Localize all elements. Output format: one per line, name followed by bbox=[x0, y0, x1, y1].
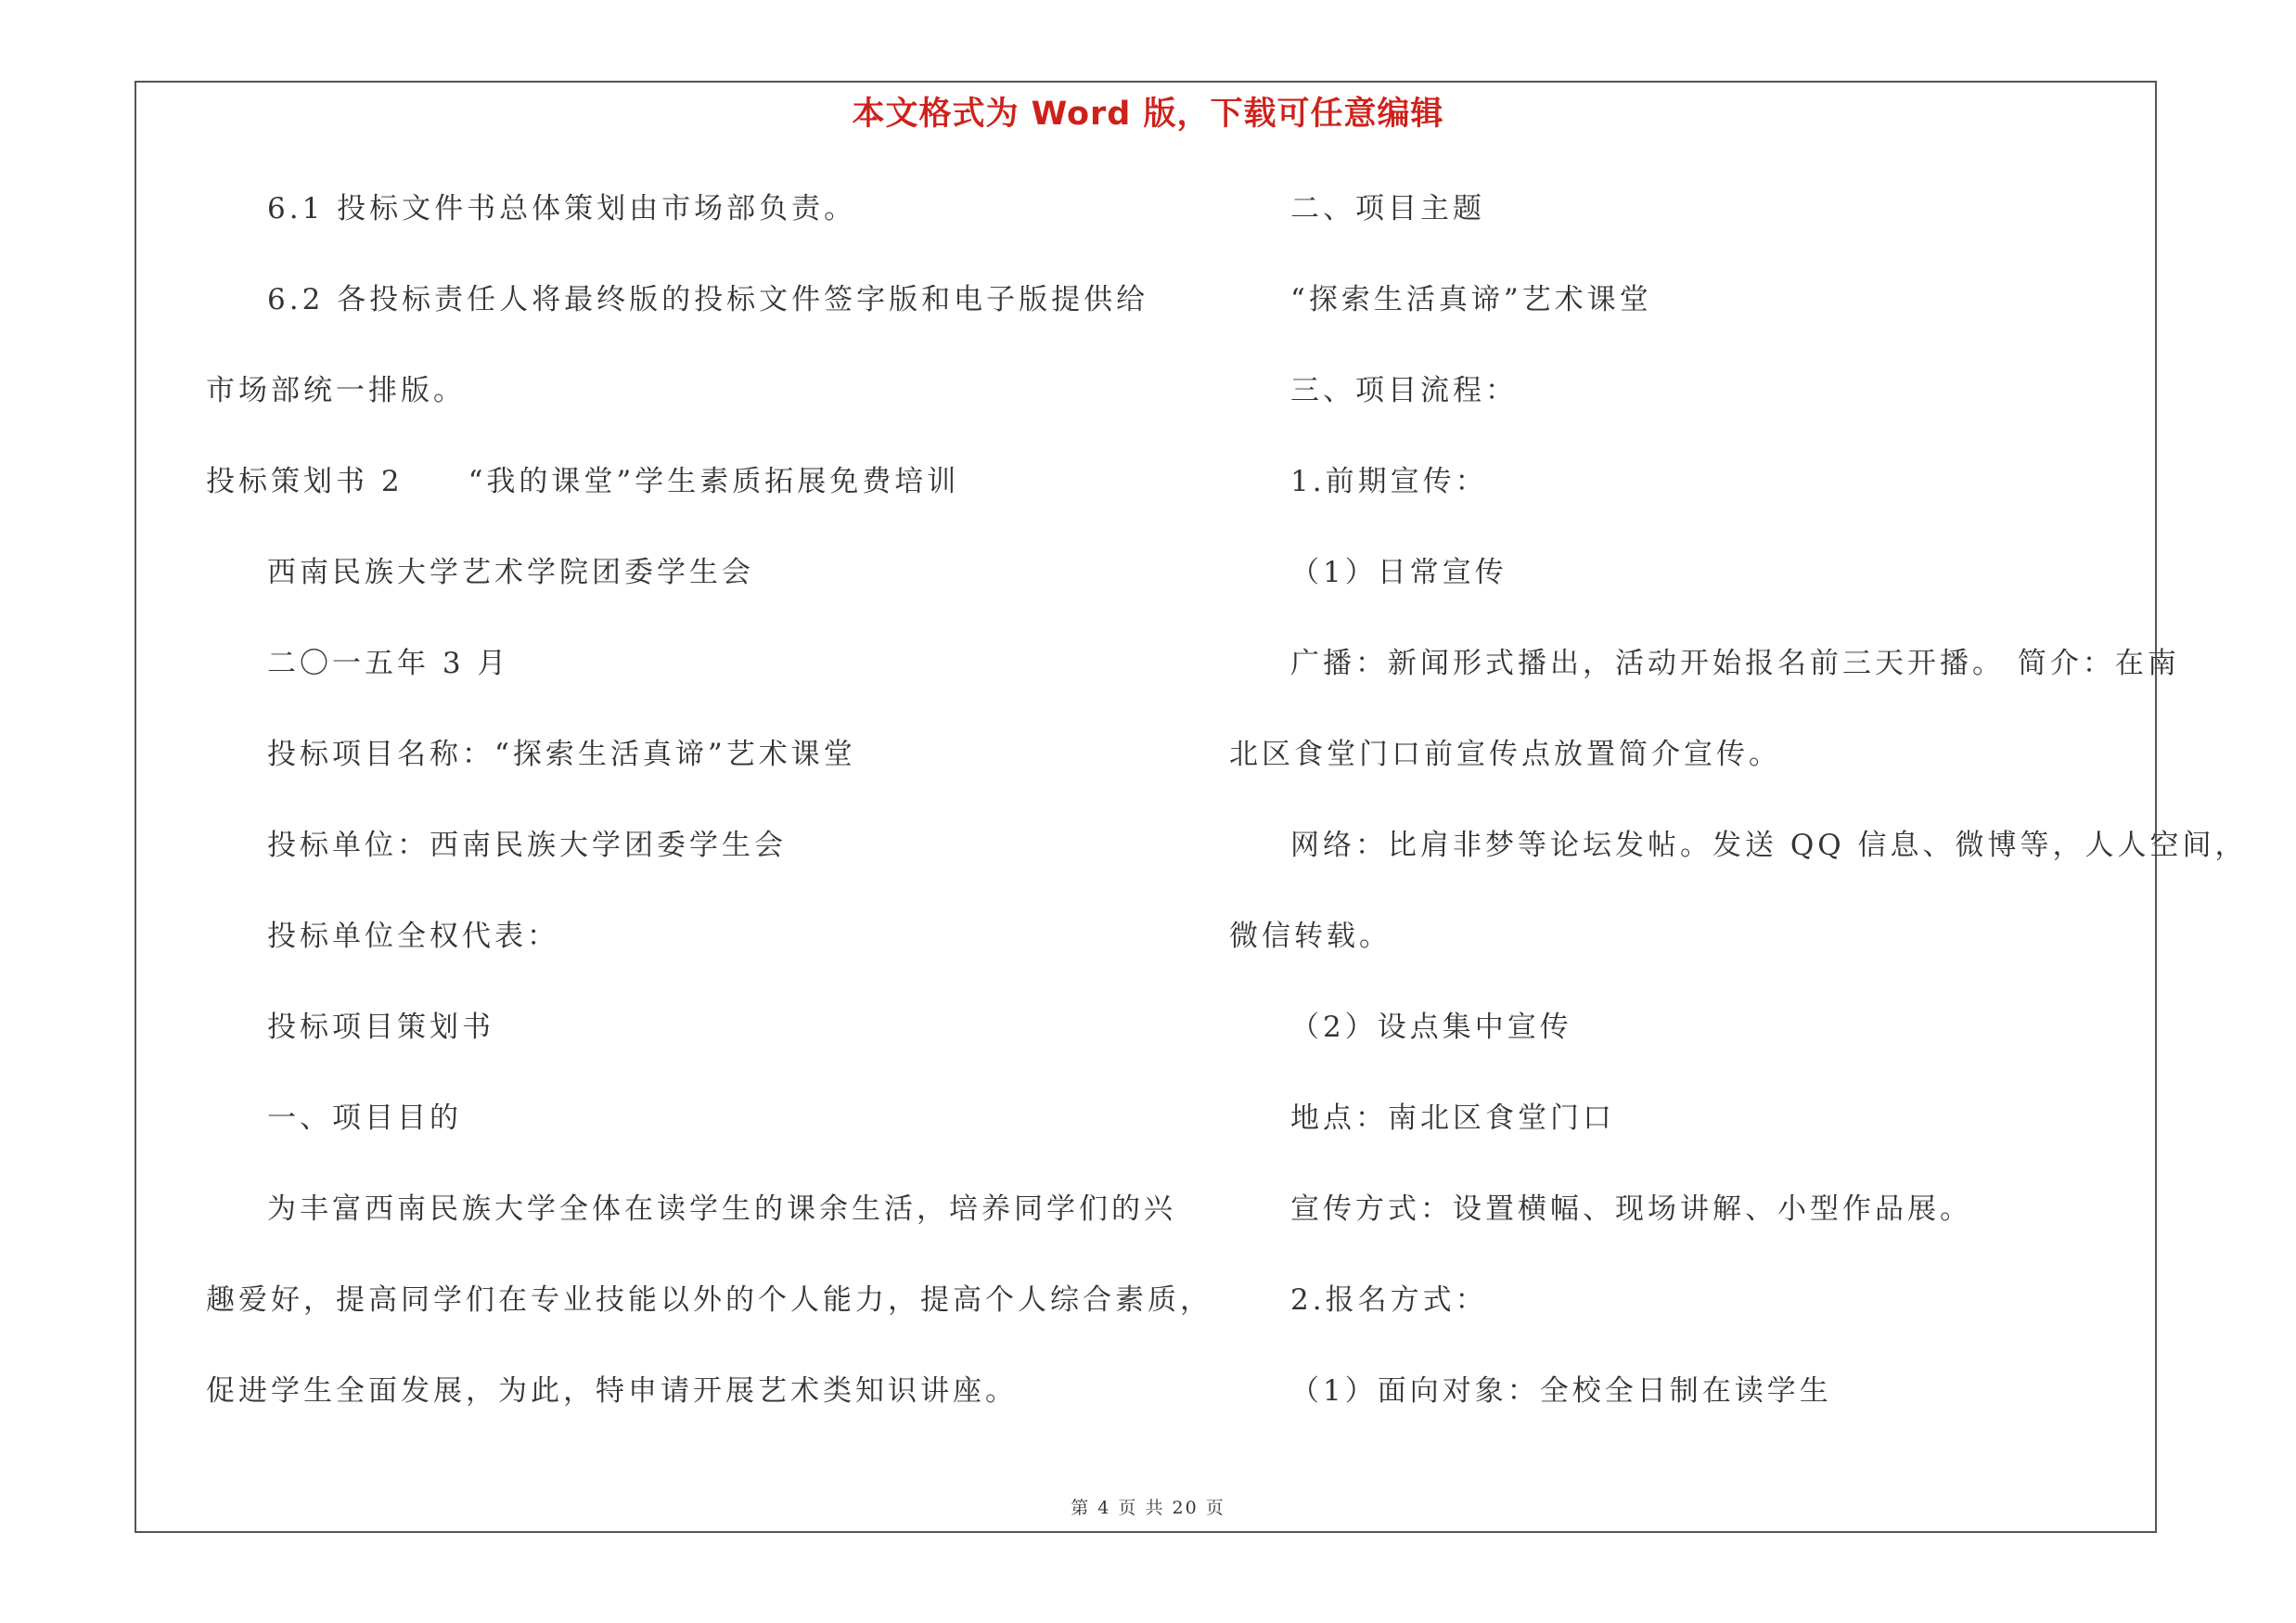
paragraph-line: 为丰富西南民族大学全体在读学生的课余生活，培养同学们的兴 bbox=[267, 1192, 1176, 1226]
paragraph-line: 一、项目目的 bbox=[267, 1101, 462, 1135]
page-number-footer: 第 4 页 共 20 页 bbox=[1071, 1498, 1225, 1518]
paragraph-line: 市场部统一排版。 bbox=[206, 374, 466, 407]
paragraph-line: 北区食堂门口前宣传点放置简介宣传。 bbox=[1229, 738, 1781, 771]
section-heading: 投标策划书 2 “我的课堂”学生素质拓展免费培训 bbox=[206, 465, 960, 498]
paragraph-line: 二〇一五年 3 月 bbox=[267, 647, 510, 680]
paragraph-line: 微信转载。 bbox=[1229, 920, 1392, 953]
paragraph-line: 投标项目名称：“探索生活真谛”艺术课堂 bbox=[267, 738, 856, 771]
paragraph-line: 网络：比肩非梦等论坛发帖。发送 QQ 信息、微博等，人人空间， bbox=[1290, 829, 2248, 862]
paragraph-line: （1）日常宣传 bbox=[1290, 556, 1507, 589]
word-format-banner: 本文格式为 Word 版，下载可任意编辑 bbox=[852, 96, 1444, 133]
paragraph-line: 投标项目策划书 bbox=[267, 1011, 494, 1044]
paragraph-line: 三、项目流程： bbox=[1290, 374, 1518, 407]
paragraph-line: 趣爱好，提高同学们在专业技能以外的个人能力，提高个人综合素质， bbox=[206, 1283, 1212, 1317]
paragraph-line: 2.报名方式： bbox=[1290, 1283, 1488, 1317]
paragraph-line: 1.前期宣传： bbox=[1290, 465, 1488, 498]
paragraph-line: 促进学生全面发展，为此，特申请开展艺术类知识讲座。 bbox=[206, 1374, 1018, 1408]
paragraph-line: 地点：南北区食堂门口 bbox=[1290, 1101, 1615, 1135]
paragraph-line: 宣传方式：设置横幅、现场讲解、小型作品展。 bbox=[1290, 1192, 1972, 1226]
paragraph-line: “探索生活真谛”艺术课堂 bbox=[1290, 283, 1652, 316]
paragraph-line: 西南民族大学艺术学院团委学生会 bbox=[267, 556, 754, 589]
paragraph-line: （2）设点集中宣传 bbox=[1290, 1011, 1572, 1044]
paragraph-line: 投标单位全权代表： bbox=[267, 920, 559, 953]
paragraph-line: 6.2 各投标责任人将最终版的投标文件签字版和电子版提供给 bbox=[267, 283, 1149, 316]
paragraph-line: 投标单位：西南民族大学团委学生会 bbox=[267, 829, 787, 862]
paragraph-line: 广播：新闻形式播出，活动开始报名前三天开播。 简介：在南 bbox=[1290, 647, 2180, 680]
paragraph-line: 6.1 投标文件书总体策划由市场部负责。 bbox=[267, 192, 857, 225]
paragraph-line: （1）面向对象：全校全日制在读学生 bbox=[1290, 1374, 1832, 1408]
paragraph-line: 二、项目主题 bbox=[1290, 192, 1485, 225]
